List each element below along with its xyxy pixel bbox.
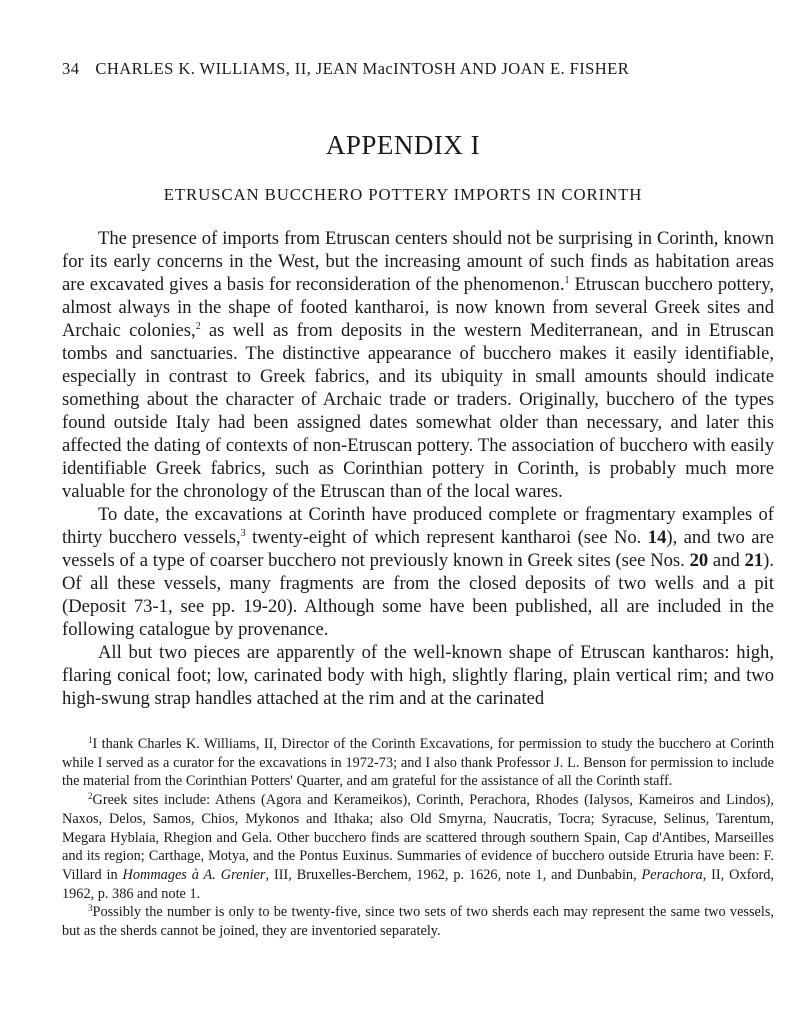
footnote-2 <box>62 791 774 903</box>
catalogue-number-21: 21 <box>744 550 764 571</box>
footnote-2-text: , II, Oxford, 1962, p. 386 and note 1. <box>62 866 775 902</box>
footnotes <box>62 735 774 941</box>
appendix-title: APPENDIX I <box>325 130 481 160</box>
footnote-1 <box>62 735 774 791</box>
footnote-mark-2: 2 <box>88 791 93 802</box>
body-text <box>62 227 774 710</box>
paragraph-2-text: ), and two are vessels of a type of coarser bucchero not previously known in Greek sites (see Nos. <box>62 527 774 571</box>
paragraph-1-text: The presence of imports from Etruscan centers should not be surprising in Corinth, known for its early concerns in the West, but the increasing amount of such finds as habitation areas are excavated gives a basis for reconsideration of the phenomenon. <box>62 228 774 295</box>
footnote-mark-3: 3 <box>88 903 93 914</box>
footnote-ref-2: 2 <box>195 321 201 332</box>
footnote-ref-1: 1 <box>564 275 570 286</box>
footnote-2-text: Greek sites include: Athens (Agora and Kerameikos), Corinth, Perachora, Rhodes (Ialysos, Kameiros and Lindos), Naxos, Delos, Samos, Chios, Mykonos and Ithaka; also Old Smyrna, Naucratis, Tocra; Syracuse, Selinus, Tarentum, Megara Hyblaia, Rhegion and Gela. Other bucchero finds are scattered through southern Spain, Cap d'Antibes, Marseilles and its region; Carthage, Motya, and the Pontus Euxinus. Summaries of evidence of bucchero outside Etruria have been: F. Villard in <box>62 792 774 883</box>
paragraph-1-text: as well as from deposits in the western Mediterranean, and in Etruscan tombs and sanctuaries. The distinctive appearance of bucchero makes it easily identifiable, especially in contrast to Greek fabrics, and its ubiquity in small amounts should indicate something about the character of Archaic trade or traders. Originally, bucchero of the types found outside Italy had been assigned dates somewhat older than necessary, and later this affected the dating of contexts of non-Etruscan pottery. The association of bucchero with easily identifiable Greek fabrics, such as Corinthian pottery in Corinth, is probably much more valuable for the chronology of the Etruscan than of the local wares. <box>62 320 774 502</box>
paragraph-2-text: twenty-eight of which represent kantharoi (see No. <box>245 527 648 548</box>
catalogue-number-20: 20 <box>689 550 709 571</box>
footnote-2-italic-title: Perachora <box>641 866 703 883</box>
footnote-mark-1: 1 <box>88 735 93 745</box>
footnote-2-italic-title: Hommages à A. Grenier <box>122 866 266 883</box>
footnote-ref-3: 3 <box>240 528 246 539</box>
appendix-subtitle: ETRUSCAN BUCCHERO POTTERY IMPORTS IN CORINTH <box>163 185 643 204</box>
running-head-authors: CHARLES K. WILLIAMS, II, JEAN MacINTOSH AND JOAN E. FISHER <box>95 59 630 78</box>
footnote-3 <box>62 903 774 940</box>
paragraph-1-text: Etruscan bucchero pottery, almost always in the shape of footed kantharoi, is now known from several Greek sites and Archaic colonies, <box>62 274 774 341</box>
footnote-1-text: I thank Charles K. Williams, II, Director of the Corinth Excavations, for permission to study the bucchero at Corinth while I served as a curator for the excavations in 1972-73; and I also thank Professor J. L. Benson for permission to include the material from the Corinthian Potters' Quarter, and am grateful for the assistance of all the Corinth staff. <box>62 736 774 790</box>
paragraph-2-text: ). Of all these vessels, many fragments are from the closed deposits of two wells and a pit (Deposit 73-1, see pp. 19-20). Although some have been published, all are included in the following catalogue by provenance. <box>62 550 774 640</box>
footnote-3-text: Possibly the number is only to be twenty-five, since two sets of two sherds each may represent the same two vessels, but as the sherds cannot be joined, they are inventoried separately. <box>62 904 774 940</box>
page-number: 34 <box>62 59 80 78</box>
footnote-2-text: , III, Bruxelles-Berchem, 1962, p. 1626, note 1, and Dunbabin, <box>265 866 642 883</box>
paragraph-2-text: and <box>708 550 745 571</box>
paragraph-2-text: To date, the excavations at Corinth have produced complete or fragmentary examples of thirty bucchero vessels, <box>62 504 774 548</box>
running-head <box>62 59 752 79</box>
catalogue-number-14: 14 <box>647 527 667 548</box>
paragraph-2 <box>62 503 774 641</box>
paragraph-1 <box>62 227 774 503</box>
paragraph-3: All but two pieces are apparently of the well-known shape of Etruscan kantharos: high, flaring conical foot; low, carinated body with high, slightly flaring, plain vertical rim; and two high-swung strap handles attached at the rim and at the carinated <box>62 642 774 709</box>
